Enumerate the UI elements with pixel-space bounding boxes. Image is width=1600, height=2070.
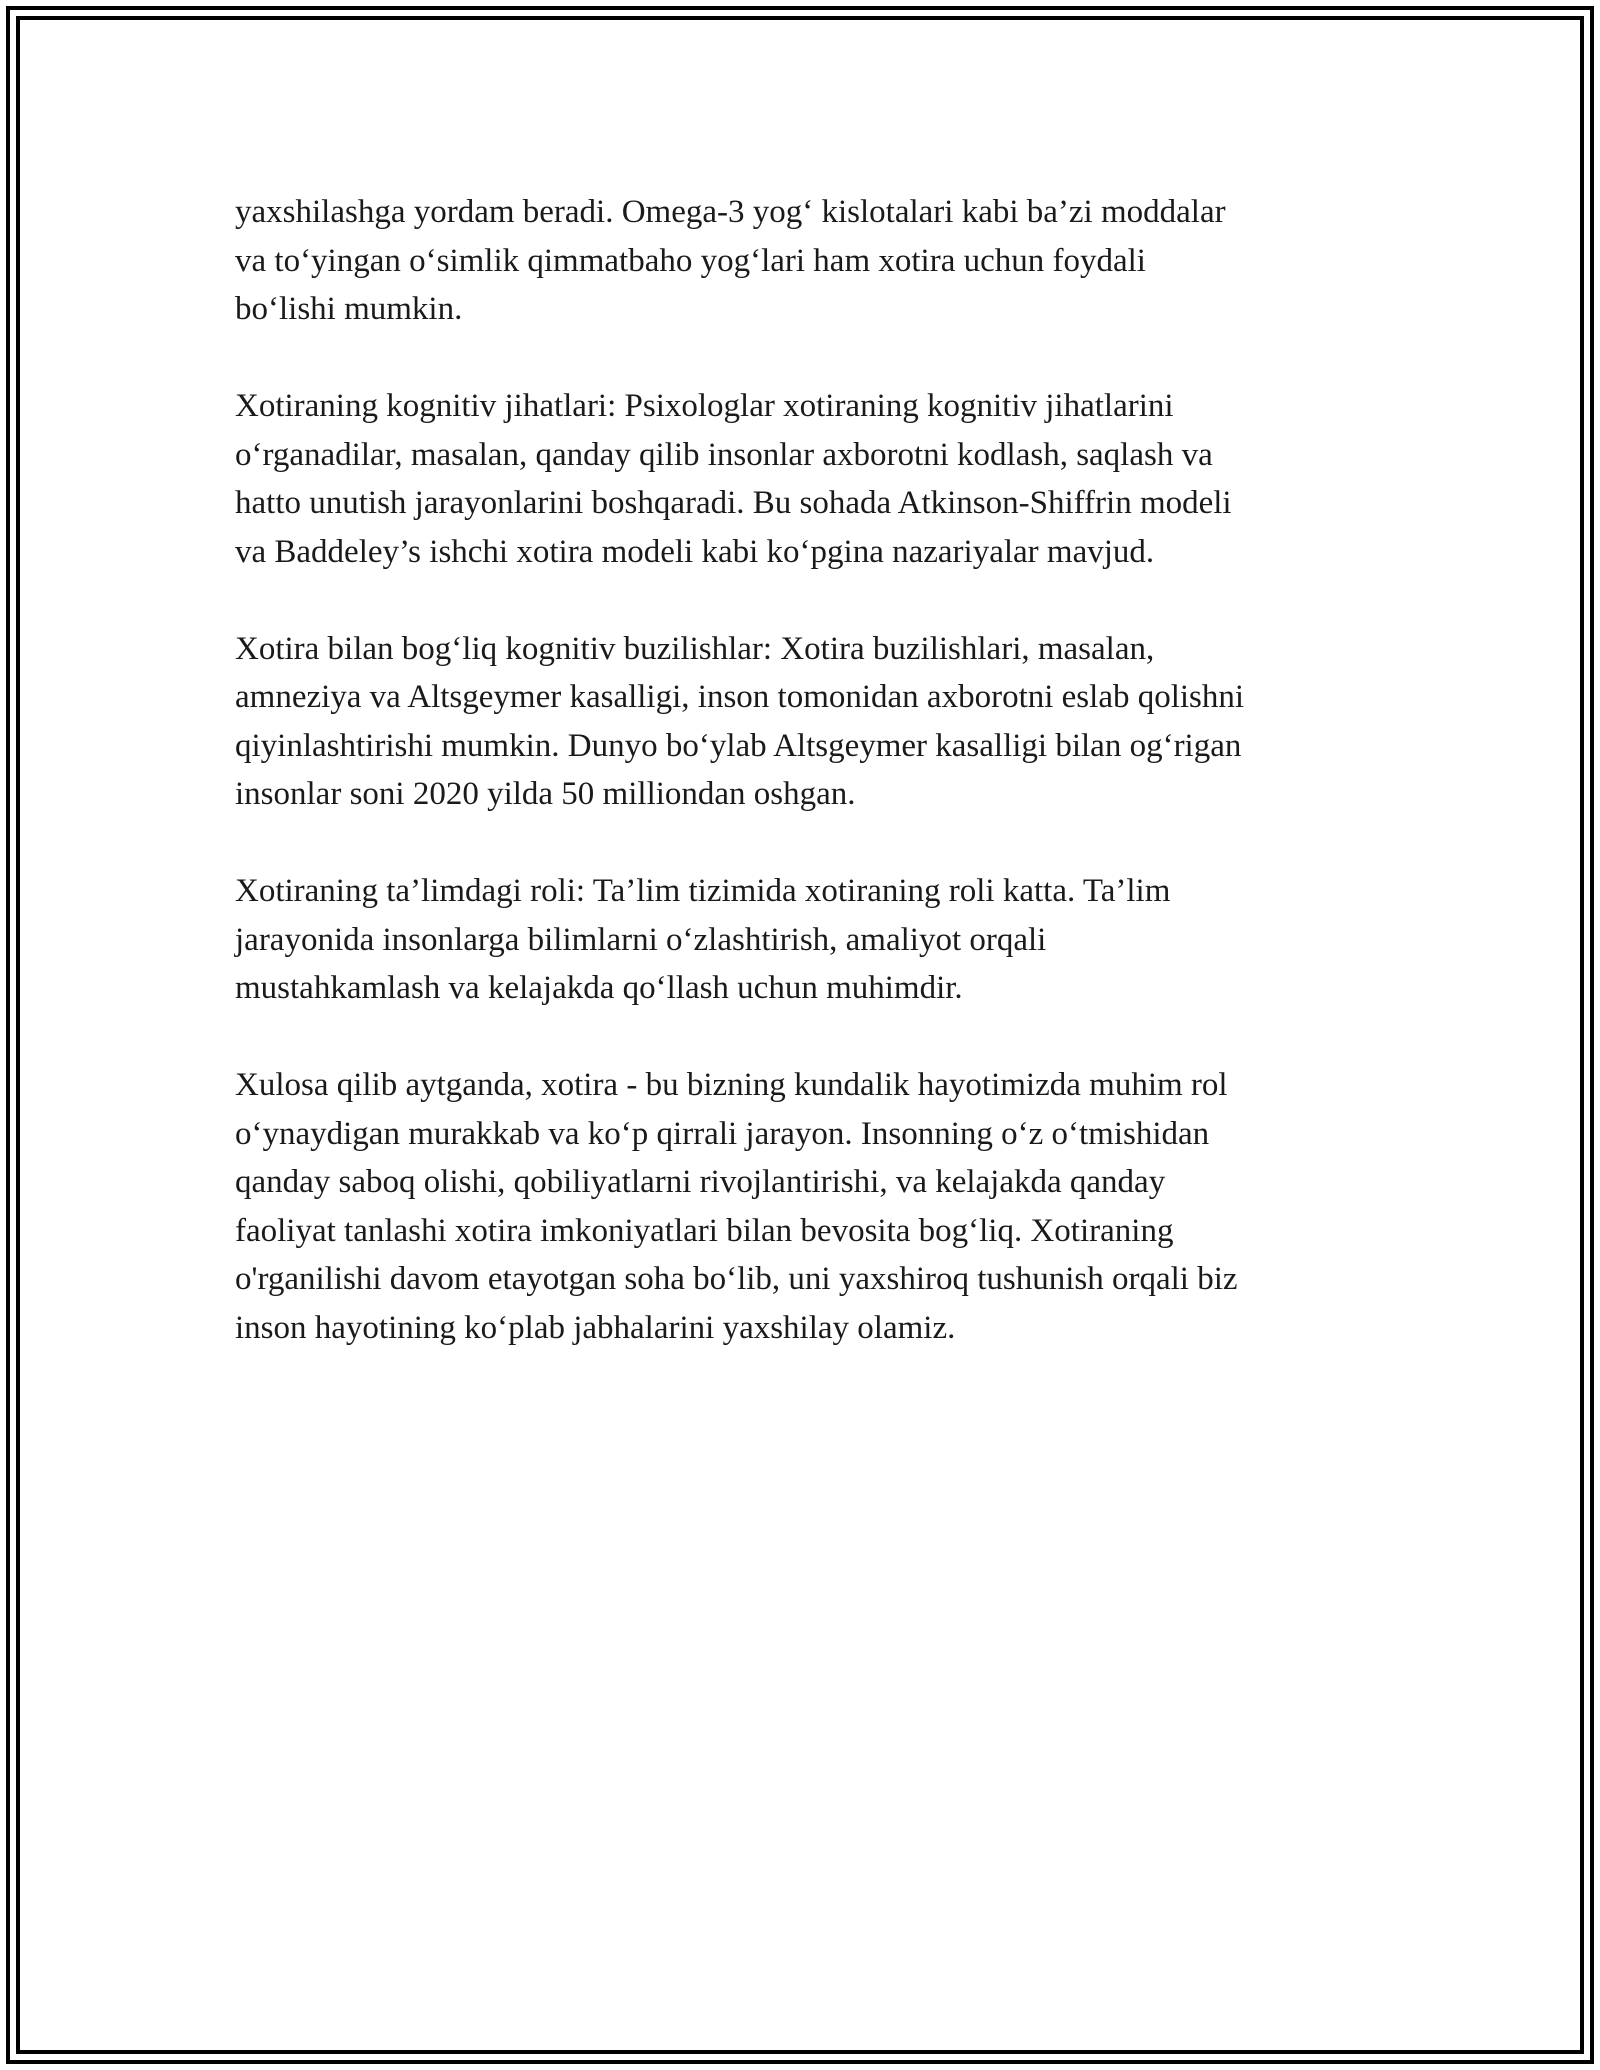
paragraph-cognitive-aspects: Xotiraning kognitiv jihatlari: Psixologlar xotiraning kognitiv jihatlarini o‘rganadilar, masalan, qanday qilib insonlar axborotni kodlash, saqlash va hatto unutish jarayonlarini boshqaradi. Bu sohada Atkinson-Shiffrin modeli va Baddeley’s ishchi xotira modeli kabi ko‘pgina nazariyalar mavjud. xyxy=(235,388,1232,570)
paragraph-education-role: Xotiraning ta’limdagi roli: Ta’lim tizimida xotiraning roli katta. Ta’lim jarayonida insonlarga bilimlarni o‘zlashtirish, amaliyot orqali mustahkamlash va kelajakda qo‘llash uchun muhimdir. xyxy=(235,873,1171,1006)
paragraph-cognitive-disorders: Xotira bilan bog‘liq kognitiv buzilishlar: Xotira buzilishlari, masalan, amneziya va Altsgeymer kasalligi, inson tomonidan axborotni eslab qolishni qiyinlashtirishi mumkin. Dunyo bo‘ylab Altsgeymer kasalligi bilan og‘rigan insonlar soni 2020 yilda 50 milliondan oshgan. xyxy=(235,630,1245,812)
paragraph-conclusion: Xulosa qilib aytganda, xotira - bu bizning kundalik hayotimizda muhim rol o‘ynaydigan murakkab va ko‘p qirrali jarayon. Insonning o‘z o‘tmishidan qanday saboq olishi, qobiliyatlarni rivojlantirishi, va kelajakda qanday faoliyat tanlashi xotira imkoniyatlari bilan bevosita bog‘liq. Xotiraning o'rganilishi davom etayotgan soha bo‘lib, uni yaxshiroq tushunish orqali biz inson hayotining ko‘plab jabhalarini yaxshilay olamiz. xyxy=(235,1067,1238,1346)
paragraph-omega-3: yaxshilashga yordam beradi. Omega-3 yog‘ kislotalari kabi ba’zi moddalar va to‘yingan o‘simlik qimmatbaho yog‘lari ham xotira uchun foydali bo‘lishi mumkin. xyxy=(235,194,1226,327)
document-body xyxy=(235,188,1395,1401)
